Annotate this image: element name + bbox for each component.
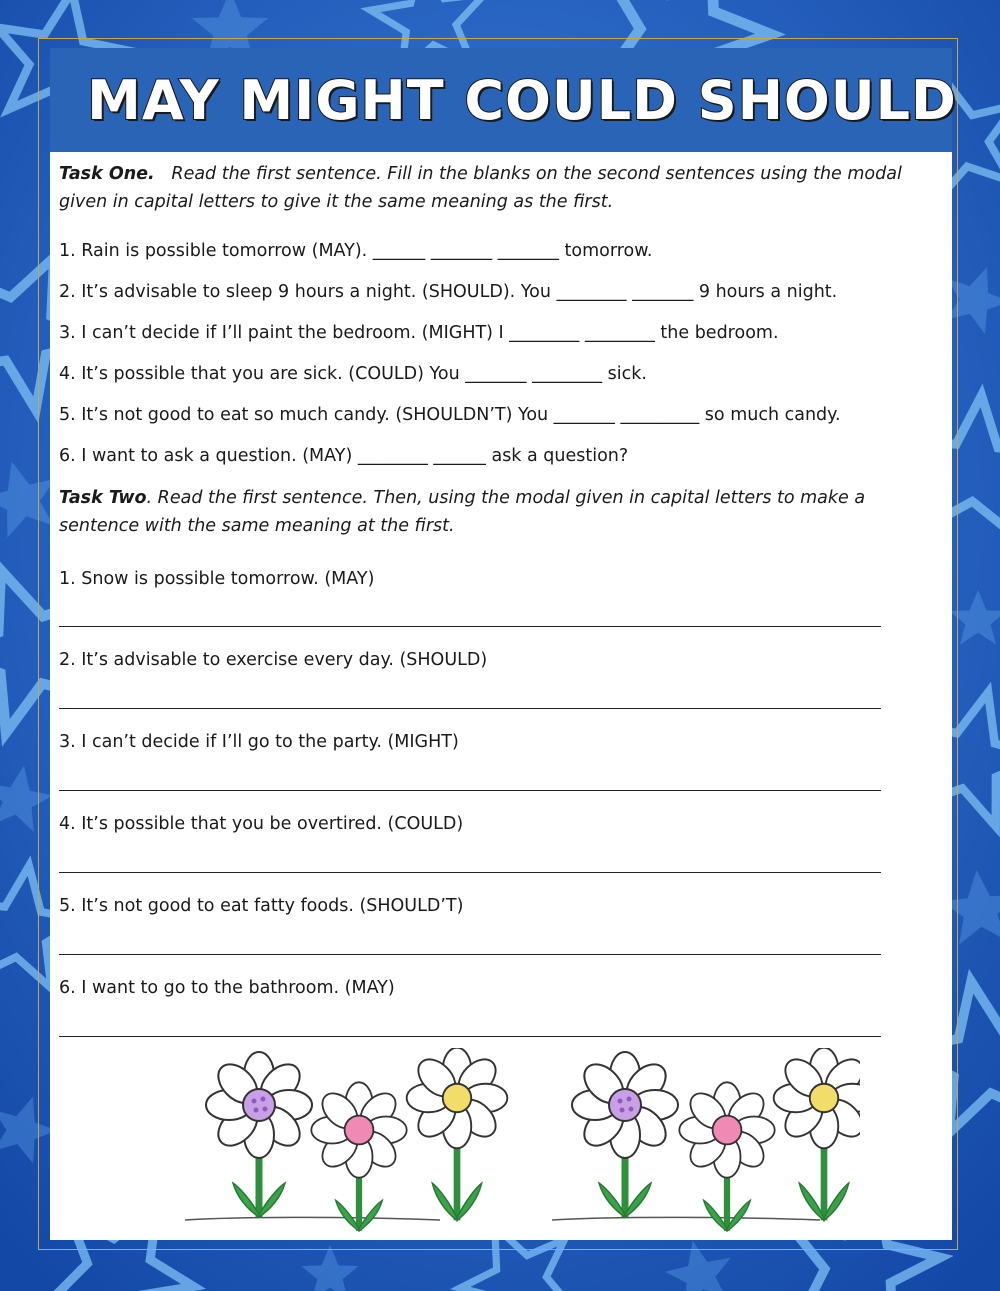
task-two-item-6: 6. I want to go to the bathroom. (MAY): [59, 978, 395, 998]
task-two-item-2: 2. It’s advisable to exercise every day. (SHOULD): [59, 650, 488, 670]
title-bar: [50, 48, 957, 152]
task-one-item-6: 6. I want to ask a question. (MAY) ________ ______ ask a question?: [59, 446, 629, 466]
task-one-item-4: 4. It’s possible that you are sick. (COULD) You _______ ________ sick.: [59, 364, 647, 384]
task-two-label: Task Two: [59, 488, 147, 508]
task-one-item-1: 1. Rain is possible tomorrow (MAY). ______ _______ _______ tomorrow.: [59, 241, 653, 261]
task-one-instruction: [59, 160, 939, 216]
flower-pink-right: [679, 1082, 774, 1231]
task-two-text: . Read the first sentence. Then, using the modal given in capital letters to make a sentence with the same meaning at the first.: [59, 488, 866, 536]
task-one-item-5: 5. It’s not good to eat so much candy. (SHOULDN’T) You _______ _________ so much candy.: [59, 405, 841, 425]
answer-line-6[interactable]: [59, 1036, 881, 1037]
task-two-item-4: 4. It’s possible that you be overtired. (COULD): [59, 814, 464, 834]
task-one-item-2: 2. It’s advisable to sleep 9 hours a night. (SHOULD). You ________ _______ 9 hours a night.: [59, 282, 838, 302]
task-one-item-3: 3. I can’t decide if I’ll paint the bedroom. (MIGHT) I ________ ________ the bedroom.: [59, 323, 779, 343]
task-one-label: Task One.: [59, 164, 155, 184]
answer-line-2[interactable]: [59, 708, 881, 709]
task-two-item-3: 3. I can’t decide if I’ll go to the party. (MIGHT): [59, 732, 459, 752]
flower-yellow-right: [774, 1048, 860, 1220]
worksheet-page: [50, 48, 957, 1240]
worksheet-title: MAY MIGHT COULD SHOULD: [87, 68, 957, 132]
task-two-instruction: [59, 484, 919, 540]
answer-line-1[interactable]: [59, 626, 881, 627]
task-two-item-1: 1. Snow is possible tomorrow. (MAY): [59, 569, 375, 589]
task-one-text: Read the first sentence. Fill in the blanks on the second sentences using the modal given in capital letters to give it the same meaning as the first.: [59, 164, 902, 212]
flower-decoration: [130, 1048, 860, 1233]
answer-line-4[interactable]: [59, 872, 881, 873]
flower-purple-right: [572, 1052, 678, 1217]
answer-line-5[interactable]: [59, 954, 881, 955]
answer-line-3[interactable]: [59, 790, 881, 791]
flower-purple-left: [206, 1052, 312, 1217]
flower-pink-left: [311, 1082, 406, 1231]
flower-yellow-left: [407, 1048, 508, 1220]
task-two-item-5: 5. It’s not good to eat fatty foods. (SHOULD’T): [59, 896, 464, 916]
